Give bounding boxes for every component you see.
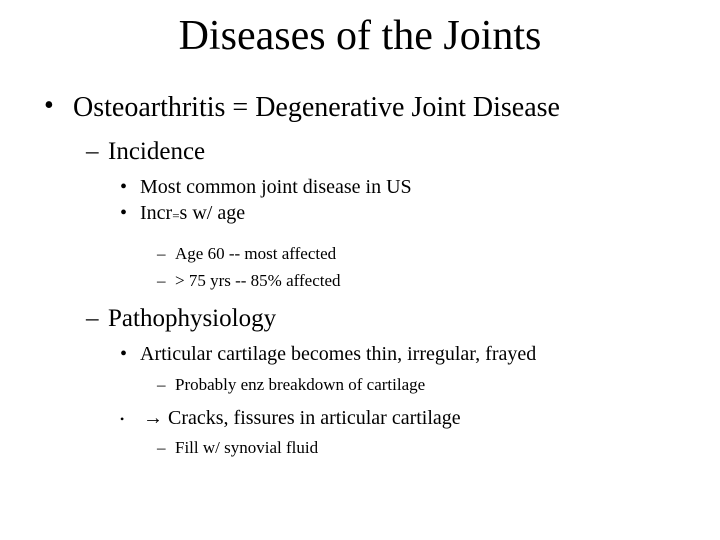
cracks-label: Cracks, fissures in articular cartilage — [168, 407, 461, 429]
dash-marker: – — [157, 375, 166, 394]
cartilage-text: Articular cartilage becomes thin, irregular, frayed — [140, 343, 537, 365]
age-60-text: Age 60 -- most affected — [175, 244, 337, 263]
bullet-marker: • — [120, 343, 128, 365]
bullet-marker: • — [120, 176, 128, 198]
dash-marker: – — [157, 244, 166, 263]
dash-marker: – — [157, 438, 166, 457]
enzyme-breakdown-text: Probably enz breakdown of cartilage — [175, 375, 426, 394]
incr-with-age-text — [140, 201, 245, 228]
arrow-right-icon: → — [143, 407, 163, 429]
osteoarthritis-heading: Osteoarthritis = Degenerative Joint Disease — [73, 92, 560, 123]
pathophysiology-heading: Pathophysiology — [108, 305, 277, 332]
dash-marker: – — [86, 138, 99, 165]
synovial-fluid-text: Fill w/ synovial fluid — [175, 438, 319, 457]
dash-marker: – — [157, 271, 166, 290]
incr-equals-symbol: = — [172, 208, 180, 223]
bullet-marker: • — [120, 202, 128, 224]
most-common-text: Most common joint disease in US — [140, 176, 412, 198]
incidence-heading: Incidence — [108, 138, 206, 165]
incr-prefix: Incr — [140, 202, 173, 224]
bullet-marker: • — [120, 412, 125, 426]
bullet-marker: • — [44, 90, 54, 121]
slide-title: Diseases of the Joints — [178, 13, 542, 59]
dash-marker: – — [86, 305, 99, 332]
incr-suffix: s w/ age — [179, 202, 246, 224]
age-75-text: > 75 yrs -- 85% affected — [175, 271, 341, 290]
cracks-text — [143, 406, 461, 430]
